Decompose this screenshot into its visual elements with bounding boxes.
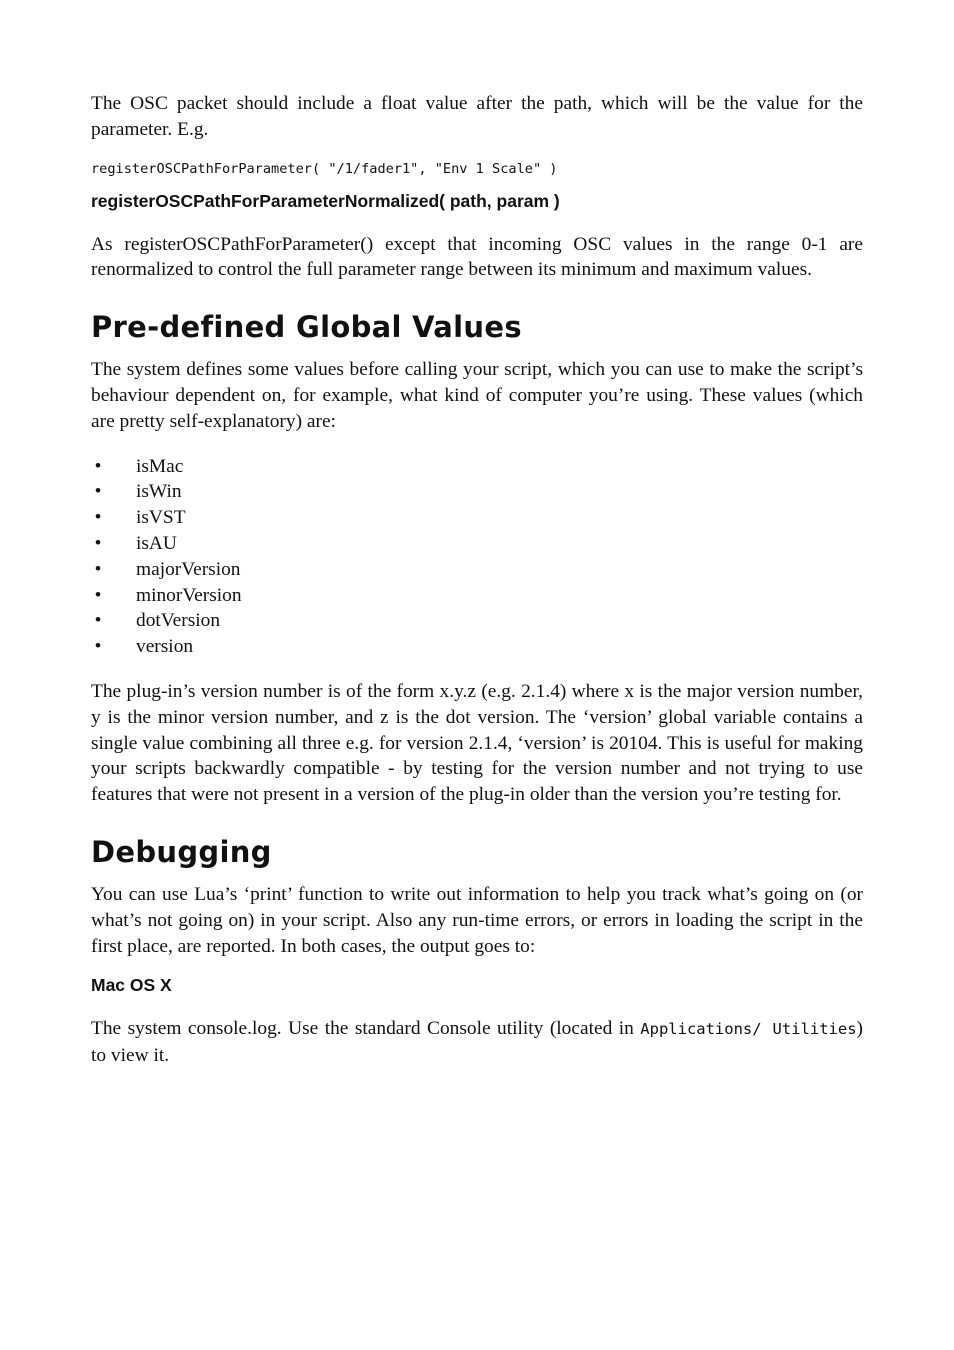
global-values-list <box>91 454 863 660</box>
global-value-label: isVST <box>136 507 186 529</box>
bullet-icon: • <box>94 610 102 632</box>
global-value-item <box>91 479 863 505</box>
bullet-icon: • <box>94 507 102 529</box>
debugging-paragraph: You can use Lua’s ‘print’ function to write out information to help you track what’s going on (or what’s not going on) in your script. Also any run-time errors, or errors in loading the script in the first place, are reported. In both cases, the output goes to: <box>91 883 863 957</box>
bullet-icon: • <box>94 558 102 580</box>
bullet-icon: • <box>94 584 102 606</box>
predefined-values-heading: Pre-defined Global Values <box>91 310 522 345</box>
version-paragraph: The plug-in’s version number is of the form x.y.z (e.g. 2.1.4) where x is the major version number, y is the minor version number, and z is the dot version. The ‘version’ global variable contains a single value combining all three e.g. for version 2.1.4, ‘version’ is 20104. This is useful for making your scripts backwardly compatible - by testing for the version number and not trying to use features that were not present in a version of the plug-in older than the version you’re testing for. <box>91 680 863 806</box>
global-value-label: isAU <box>136 532 177 554</box>
global-value-label: isWin <box>136 481 182 503</box>
global-value-item <box>91 583 863 609</box>
debugging-heading: Debugging <box>91 834 272 869</box>
mac-os-x-text-after: ) to view it. <box>91 1018 863 1067</box>
global-value-item <box>91 454 863 480</box>
global-value-item <box>91 531 863 557</box>
global-value-label: majorVersion <box>136 558 241 580</box>
global-value-item <box>91 505 863 531</box>
global-value-label: isMac <box>136 455 184 477</box>
bullet-icon: • <box>94 455 102 477</box>
mac-os-x-heading: Mac OS X <box>91 975 172 996</box>
osc-float-paragraph: The OSC packet should include a float value after the path, which will be the value for the parameter. E.g. <box>91 93 863 140</box>
global-value-item <box>91 634 863 660</box>
code-example: registerOSCPathForParameter( "/1/fader1", "Env 1 Scale" ) <box>91 160 558 177</box>
mac-os-x-text-before: The system console.log. Use the standard Console utility (located in <box>91 1018 641 1040</box>
global-value-label: minorVersion <box>136 584 242 606</box>
predefined-values-paragraph: The system defines some values before calling your script, which you can use to make the script’s behaviour dependent on, for example, what kind of computer you’re using. These values (which are pretty self-explanatory) are: <box>91 359 863 432</box>
console-path: Applications/ Utilities <box>640 1020 857 1039</box>
bullet-icon: • <box>94 636 102 658</box>
normalized-function-heading: registerOSCPathForParameterNormalized( path, param ) <box>91 190 560 211</box>
bullet-icon: • <box>94 481 102 503</box>
global-value-item <box>91 557 863 583</box>
document-page <box>91 91 863 1069</box>
global-value-label: dotVersion <box>136 610 221 632</box>
normalized-paragraph: As registerOSCPathForParameter() except that incoming OSC values in the range 0-1 are renormalized to control the full parameter range between its minimum and maximum values. <box>91 233 863 281</box>
global-value-label: version <box>136 636 194 658</box>
global-value-item <box>91 608 863 634</box>
bullet-icon: • <box>94 532 102 554</box>
mac-os-x-paragraph <box>91 1016 863 1069</box>
